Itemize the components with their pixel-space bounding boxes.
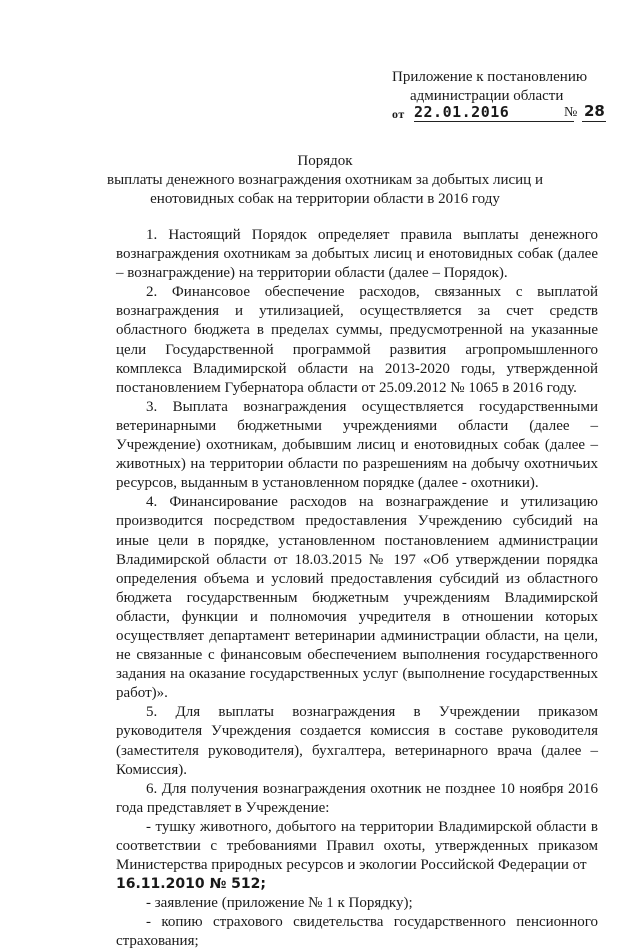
paragraph: - копию страхового свидетельства государственного пенсионного страхования;: [116, 914, 598, 950]
paragraph: 3. Выплата вознаграждения осуществляется государственными ветеринарными бюджетными учреждениями области (далее – Учреждение) охотникам, добывшим лисиц и енотовидных собак (далее – животных) на территории области по разрешениям на добычу охотничьих ресурсов, выданным в установленном порядке (далее - охотники).: [116, 398, 598, 492]
order-from-label: от: [392, 107, 405, 121]
title-line1: Порядок: [297, 153, 353, 169]
paragraph: - заявление (приложение № 1 к Порядку);: [146, 895, 413, 912]
document-body: [116, 226, 598, 952]
paragraph: 1. Настоящий Порядок определяет правила выплаты денежного вознаграждения охотникам за добытых лисиц и енотовидных собак (далее – вознаграждение) на территории области (далее – Порядок).: [116, 227, 598, 282]
title-line2: выплаты денежного вознаграждения охотникам за добытых лисиц и: [107, 172, 543, 188]
paragraph: 2. Финансовое обеспечение расходов, связанных с выплатой вознаграждения и утилизацией, осуществляется за счет средств областного бюджета в пределах суммы, предусмотренной на указанные цели Государственной программой развития агропромышленного комплекса Владимирской области на 2013-2020 годы, утвержденной постановлением Губернатора области от 25.09.2012 № 1065 в 2016 году.: [116, 284, 598, 396]
paragraph: 5. Для выплаты вознаграждения в Учреждении приказом руководителя Учреждения создается комиссия в составе руководителя (заместителя руководителя), бухгалтера, ветеринарного врача (далее – Комиссия).: [116, 704, 598, 778]
paragraph: 6. Для получения вознаграждения охотник не позднее 10 ноября 2016 года представляет в Учреждение:: [116, 780, 598, 816]
document-title: [90, 152, 560, 209]
title-line3: енотовидных собак на территории области в 2016 году: [150, 191, 500, 207]
paragraph: 4. Финансирование расходов на вознаграждение и утилизацию производится посредством предоставления Учреждению субсидий на иные цели в порядке, установленном постановлением администрации Владимирской области от 18.03.2015 № 197 «Об утверждении порядка определения объема и условий предоставления субсидий из областного бюджета государственным бюджетным учреждениям Владимирской области, функции и полномочия учредителя в отношении которых осуществляет департамент ветеринарии администрации области, на цели, не связанные с финансовым обеспечением выполнения государственного задания на оказание государственных услуг (выполнение государственных работ)».: [116, 494, 598, 702]
order-date: 22.01.2016: [414, 103, 510, 121]
appendix-header-line1: Приложение к постановлению: [392, 69, 588, 85]
appendix-header: [392, 68, 612, 106]
order-number-sign: №: [564, 105, 578, 120]
paragraph: - тушку животного, добытого на территории Владимирской области в соответствии с требованиями Правил охоты, утвержденных приказом Министерства природных ресурсов и экологии Российской Федерации от: [116, 818, 598, 874]
number-underline: [582, 121, 606, 122]
stamped-date-line: 16.11.2010 № 512;: [116, 876, 266, 893]
appendix-header-line2: администрации области: [410, 88, 564, 104]
order-number: 28: [584, 102, 605, 120]
date-underline: [414, 121, 574, 122]
order-reference: [392, 102, 612, 124]
